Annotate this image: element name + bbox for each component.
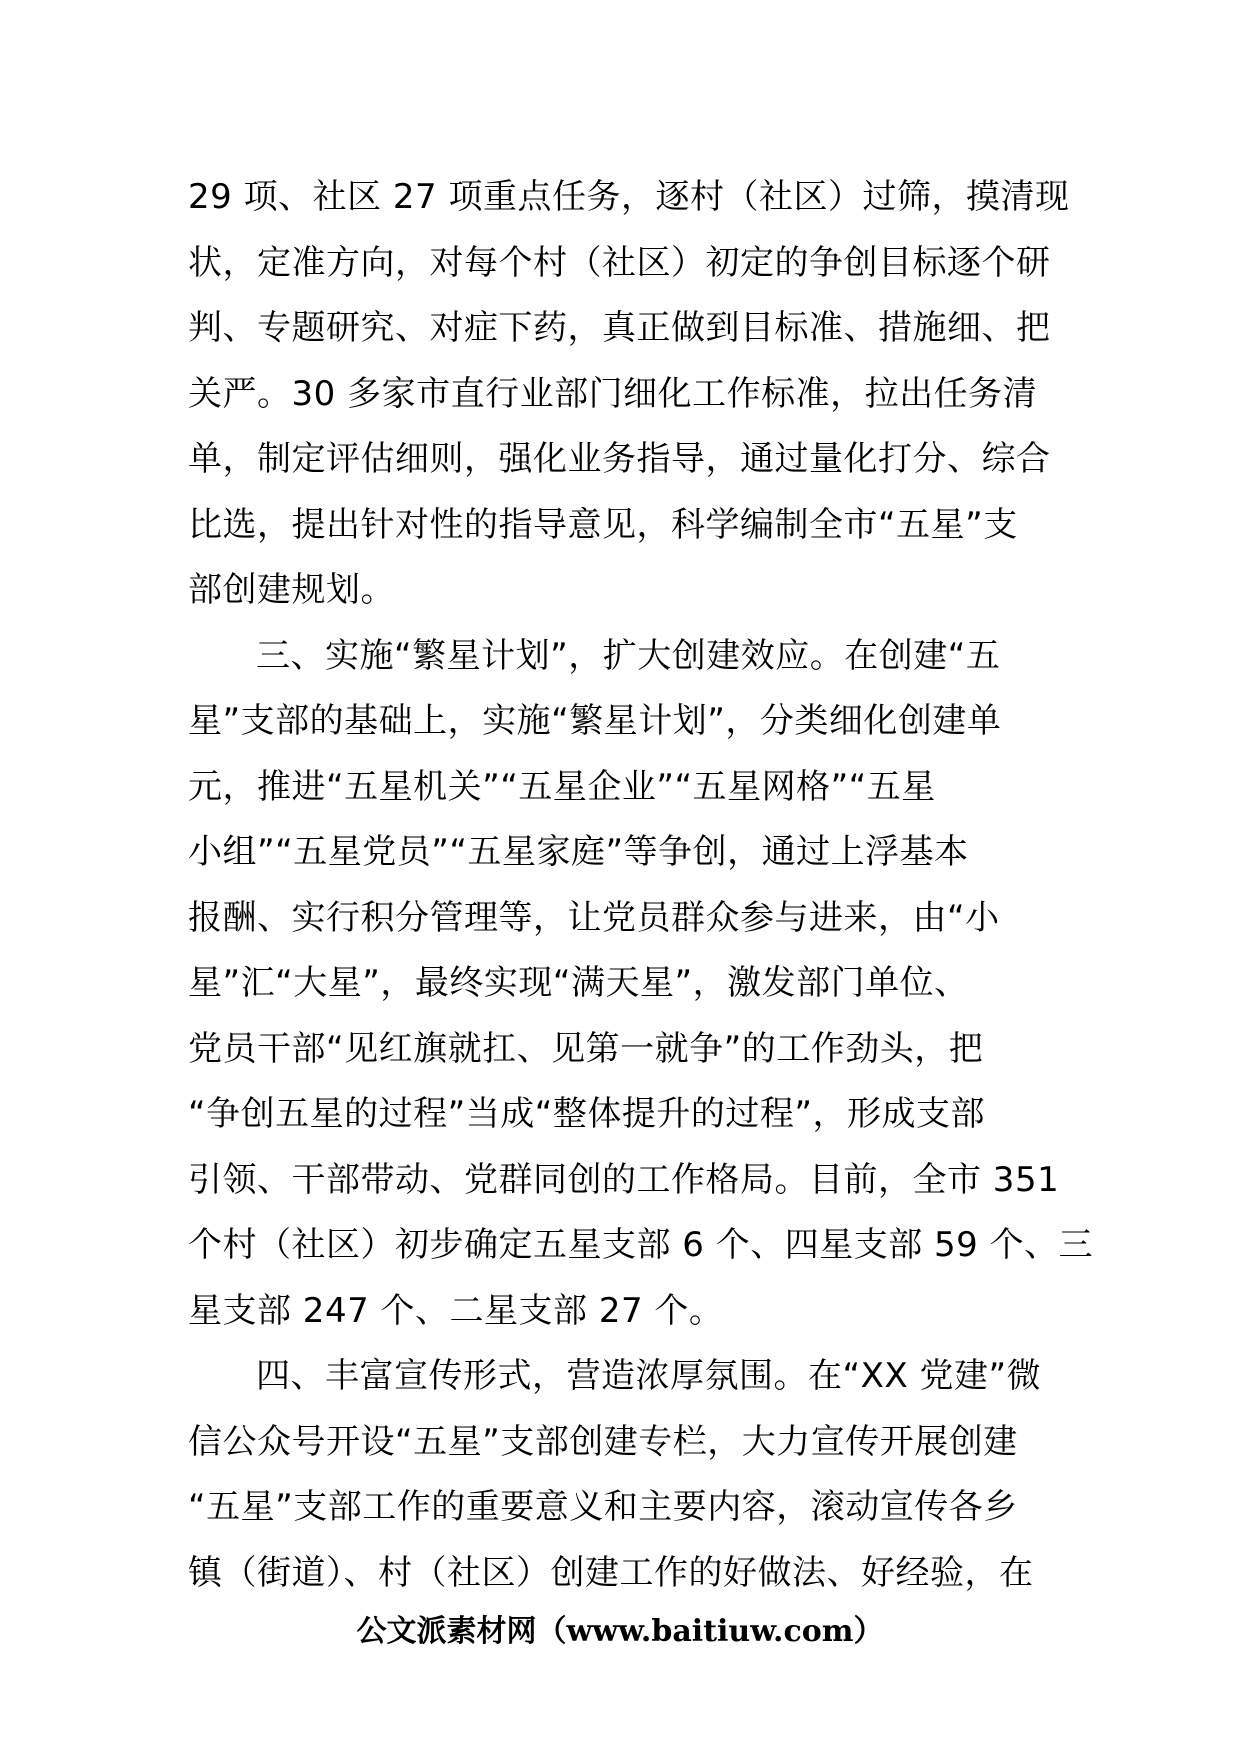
text-line: 星支部 247 个、二星支部 27 个。 — [188, 1290, 724, 1331]
text-line: 小组”“五星党员”“五星家庭”等争创，通过上浮基本 — [188, 832, 969, 872]
footer-watermark: 公文派素材网（www.baitiuw.com） — [356, 1614, 884, 1649]
document-body — [188, 165, 1094, 1606]
text-line: 判、专题研究、对症下药，真正做到目标准、措施细、把 — [188, 308, 1051, 348]
text-line: 引领、干部带动、党群同创的工作格局。目前，全市 351 — [188, 1159, 1060, 1200]
text-line: 镇（街道）、村（社区）创建工作的好做法、好经验，在 — [188, 1552, 1034, 1593]
paragraph-start-line: 四、丰富宣传形式，营造浓厚氛围。在“XX 党建”微 — [256, 1356, 1042, 1396]
text-line: 报酬、实行积分管理等，让党员群众参与进来，由“小 — [188, 897, 1000, 938]
text-line: 单，制定评估细则，强化业务指导，通过量化打分、综合 — [188, 439, 1051, 479]
text-line: 状，定准方向，对每个村（社区）初定的争创目标逐个研 — [188, 242, 1051, 283]
text-line: 关严。30 多家市直行业部门细化工作标准，拉出任务清 — [188, 373, 1038, 414]
text-line: 党员干部“见红旗就扛、见第一就争”的工作劲头，把 — [188, 1028, 984, 1069]
text-line: 个村（社区）初步确定五星支部 6 个、四星支部 59 个、三 — [188, 1225, 1094, 1265]
text-line: 信公众号开设“五星”支部创建专栏，大力宣传开展创建 — [188, 1421, 1018, 1462]
text-line: 星”支部的基础上，实施“繁星计划”，分类细化创建单 — [188, 701, 1002, 741]
paragraph-start-line: 三、实施“繁星计划”，扩大创建效应。在创建“五 — [256, 635, 1001, 676]
text-line: 比选，提出针对性的指导意见，科学编制全市“五星”支 — [188, 504, 1018, 545]
text-line: 部创建规划。 — [188, 570, 395, 610]
text-line: “争创五星的过程”当成“整体提升的过程”，形成支部 — [188, 1094, 985, 1134]
text-line: 29 项、社区 27 项重点任务，逐村（社区）过筛，摸清现 — [188, 177, 1070, 217]
text-line: 星”汇“大星”，最终实现“满天星”，激发部门单位、 — [188, 963, 969, 1003]
text-line: “五星”支部工作的重要意义和主要内容，滚动宣传各乡 — [188, 1487, 1018, 1527]
text-line: 元，推进“五星机关”“五星企业”“五星网格”“五星 — [188, 766, 936, 807]
